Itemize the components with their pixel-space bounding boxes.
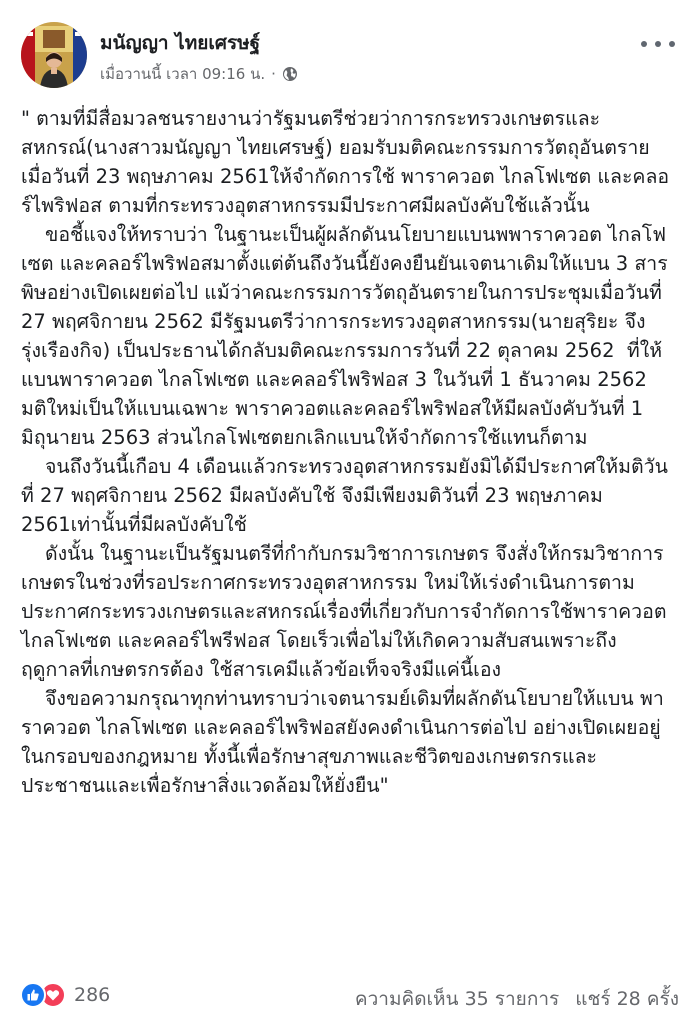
comments-count-link[interactable]: ความคิดเห็น 35 รายการ [354,988,560,1010]
engagement-summary [355,984,679,1014]
meta-separator: · [271,65,276,83]
reactions-summary[interactable] [20,982,110,1008]
post-footer [0,976,693,1016]
globe-icon[interactable] [282,66,298,82]
reaction-count: 286 [74,984,111,1006]
post-paragraph: " ตามที่มีสื่อมวลชนรายงานว่ารัฐมนตรีช่วยว่าการกระทรวงเกษตรและสหกรณ์(นางสาวมนัญญา ไทยเศรษฐ์) ยอมรับมติคณะกรรมการวัตถุอันตรายเมื่อวันที่ 23 พฤษภาคม 2561ให้จำกัดการใช้ พาราควอต ไกลโฟเซต และคลอร์ไพริฟอส ตามที่กระทรวงอุตสาหกรรมมีประกาศมีผลบังคับใช้แล้วนั้น [21,107,670,217]
like-icon [20,982,46,1008]
post-meta [100,62,298,86]
post-body [21,104,675,800]
post-header [0,0,693,96]
post-timestamp[interactable]: เมื่อวานนี้ เวลา 09:16 น. [100,65,266,83]
post-paragraph: ดังนั้น ในฐานะเป็นรัฐมนตรีที่กำกับกรมวิชาการเกษตร จึงสั่งให้กรมวิชาการเกษตรในช่วงที่รอประกาศกระทรวงอุตสาหกรรม ใหม่ให้เร่งดำเนินการตามประกาศกระทรวงเกษตรและสหกรณ์เรื่องที่เกี่ยวกับการจำกัดการใช้พาราควอต ไกลโฟเซต และคลอร์ไพรีฟอส โดยเร็วเพื่อไม่ให้เกิดความสับสนเพราะถึงฤดูกาลที่เกษตรกรต้อง ใช้สารเคมีแล้วข้อเท็จจริงมีแค่นี้เอง [21,542,673,681]
post-paragraph: ขอชี้แจงให้ทราบว่า ในฐานะเป็นผู้ผลักดันนโยบายแบนพพาราควอต ไกลโฟเซต และคลอร์ไพริฟอสมาตั้งแต่ต้นถึงวันนี้ยังคงยืนยันเจตนาเดิมให้แบน 3 สารพิษอย่างเปิดเผยต่อไป แม้ว่าคณะกรรมการวัตถุอันตรายในการประชุมเมื่อวันที่ 27 พฤศจิกายน 2562 มีรัฐมนตรีว่าการกระทรวงอุตสาหกรรม(นายสุริยะ จึงรุ่งเรืองกิจ) เป็นประธานได้กลับมติคณะกรรมการวันที่ 22 ตุลาคม 2562 ที่ให้แบนพาราควอต ไกลโฟเซต และคลอร์ไพริฟอส 3 ในวันที่ 1 ธันวาคม 2562 มติใหม่เป็นให้แบนเฉพาะ พาราควอตและคลอร์ไพริฟอสให้มีผลบังคับวันที่ 1 มิถุนายน 2563 ส่วนไกลโฟเซตยกเลิกแบนให้จำกัดการใช้แทนก็ตาม [21,223,669,449]
author-avatar[interactable] [21,22,87,88]
shares-count-link[interactable]: แชร์ 28 ครั้ง [575,988,679,1010]
author-name[interactable]: มนัญญา ไทยเศรษฐ์ [100,32,261,54]
avatar-photo [21,22,87,88]
post-paragraph: จึงขอความกรุณาทุกท่านทราบว่าเจตนารมย์เดิมที่ผลักดันโยบายให้แบน พาราควอต ไกลโฟเซต และคลอร์ไพริฟอสยังคงดำเนินการต่อไป อย่างเปิดเผยอยู่ในกรอบของกฎหมาย ทั้งนี้เพื่อรักษาสุขภาพและชีวิตของเกษตรกรและประชาชนและเพื่อรักษาสิ่งแวดล้อมให้ยั่งยืน" [21,687,664,797]
post-paragraph: จนถึงวันนี้เกือบ 4 เดือนแล้วกระทรวงอุตสาหกรรมยังมิได้มีประกาศให้มติวันที่ 27 พฤศจิกายน 2562 มีผลบังคับใช้ จึงมีเพียงมติวันที่ 23 พฤษภาคม 2561เท่านั้นที่มีผลบังคับใช้ [21,455,668,536]
more-options-icon[interactable] [641,34,675,54]
footer-spacer [559,984,575,1014]
